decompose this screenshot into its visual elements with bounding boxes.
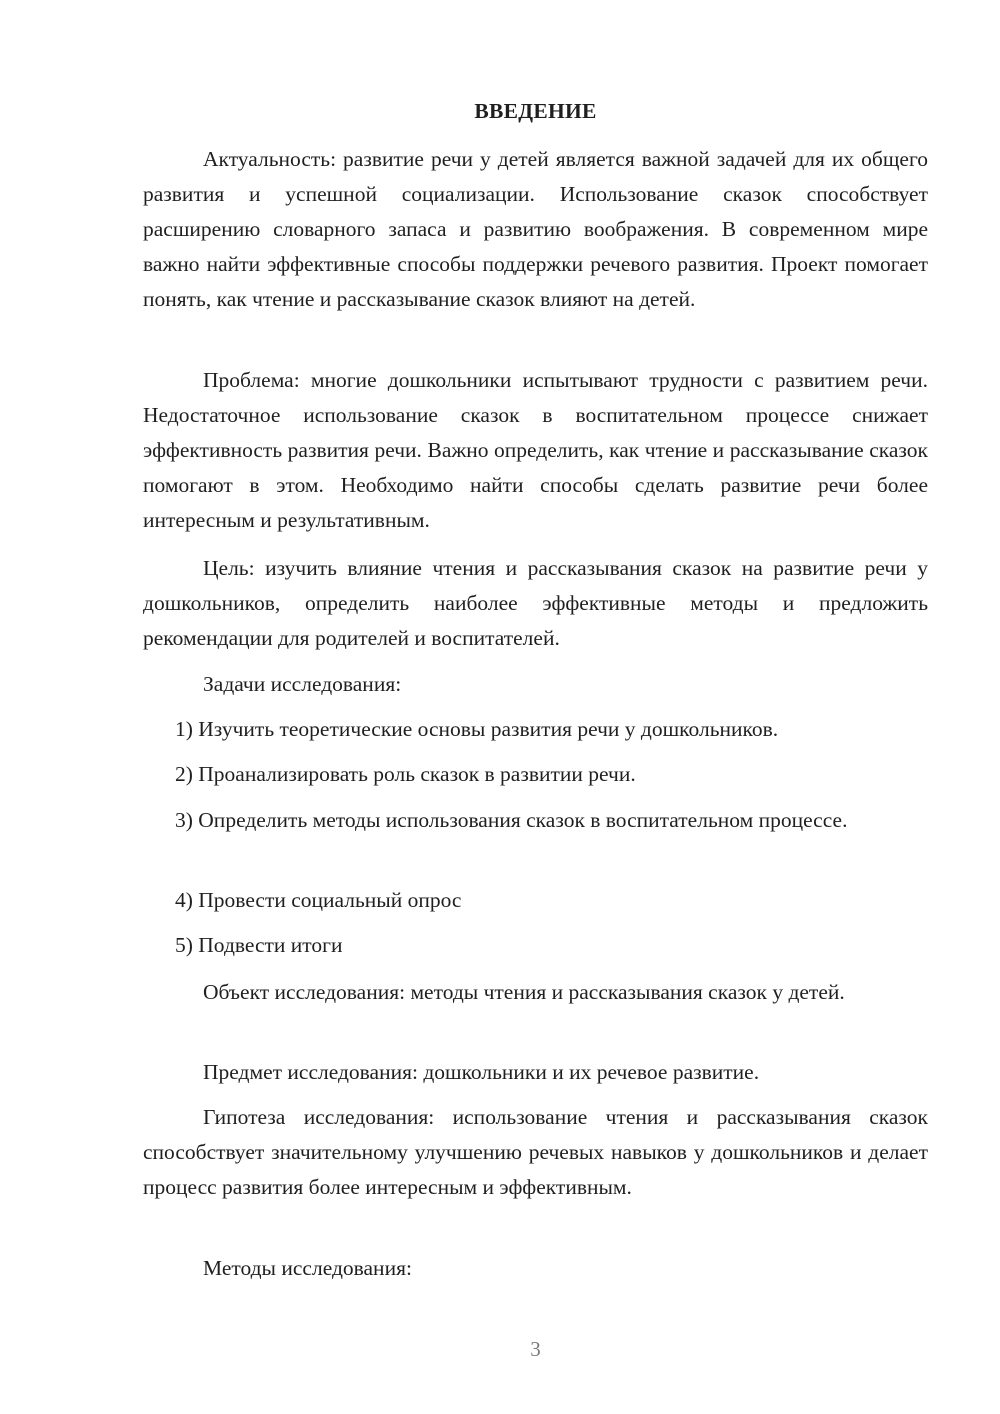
list-item-task-1: 1) Изучить теоретические основы развития речи у дошкольников.	[175, 717, 779, 741]
paragraph-problem: Проблема: многие дошкольники испытывают трудности с развитием речи. Недостаточное использование сказок в воспитательном процессе снижает эффективность развития речи. Важно определить, как чтение и рассказывание сказок помогают в этом. Необходимо найти способы сделать развитие речи более интересным и результативным.	[143, 368, 928, 532]
paragraph-object: Объект исследования: методы чтения и рассказывания сказок у детей.	[203, 980, 845, 1004]
list-item-task-5: 5) Подвести итоги	[175, 933, 343, 957]
list-item-task-2: 2) Проанализировать роль сказок в развитии речи.	[175, 762, 636, 786]
list-item-task-4: 4) Провести социальный опрос	[175, 888, 462, 912]
list-item-task-3: 3) Определить методы использования сказок в воспитательном процессе.	[175, 808, 848, 832]
paragraph-tasks-heading: Задачи исследования:	[203, 672, 402, 696]
paragraph-relevance: Актуальность: развитие речи у детей является важной задачей для их общего развития и успешной социализации. Использование сказок способствует расширению словарного запаса и развитию воображения. В современном мире важно найти эффективные способы поддержки речевого развития. Проект помогает понять, как чтение и рассказывание сказок влияют на детей.	[143, 147, 928, 311]
page-number: 3	[530, 1337, 541, 1361]
paragraph-hypothesis: Гипотеза исследования: использование чтения и рассказывания сказок способствует значительному улучшению речевых навыков у дошкольников и делает процесс развития более интересным и эффективным.	[143, 1105, 928, 1199]
paragraph-methods-heading: Методы исследования:	[203, 1256, 412, 1280]
paragraph-goal: Цель: изучить влияние чтения и рассказывания сказок на развитие речи у дошкольников, определить наиболее эффективные методы и предложить рекомендации для родителей и воспитателей.	[143, 556, 928, 650]
paragraph-subject: Предмет исследования: дошкольники и их речевое развитие.	[203, 1060, 760, 1084]
section-title: ВВЕДЕНИЕ	[474, 99, 597, 123]
